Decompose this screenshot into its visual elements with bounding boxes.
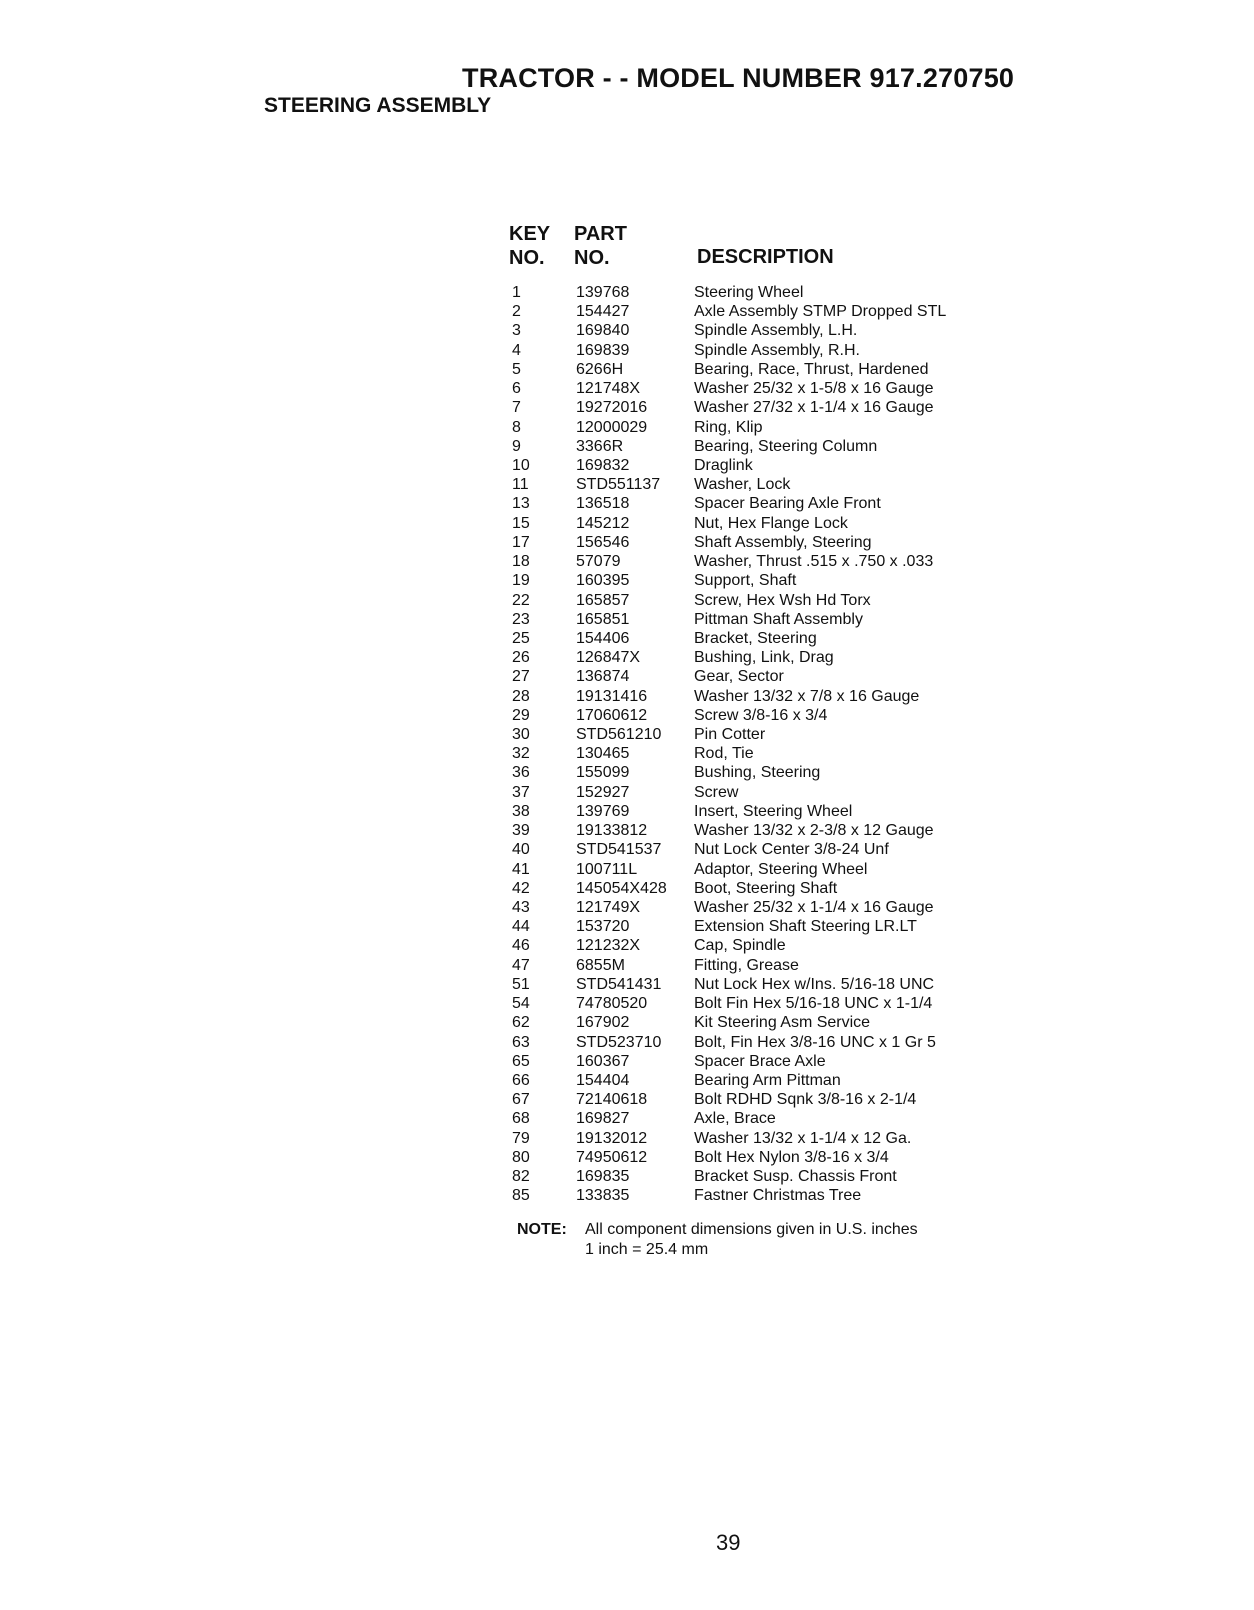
table-row — [510, 860, 1010, 879]
part-no-cell: 169835 — [576, 1168, 630, 1186]
table-row — [510, 514, 1010, 533]
key-no-cell: 25 — [512, 629, 530, 647]
description-cell: Kit Steering Asm Service — [694, 1014, 871, 1032]
key-no-cell: 8 — [512, 418, 521, 436]
key-no-cell: 36 — [512, 764, 530, 782]
key-no-cell: 80 — [512, 1148, 530, 1166]
table-row — [510, 1013, 1010, 1032]
description-cell: Pittman Shaft Assembly — [694, 610, 863, 628]
part-no-cell: 136874 — [576, 668, 630, 686]
description-cell: Washer 25/32 x 1-1/4 x 16 Gauge — [694, 899, 934, 916]
table-row — [510, 879, 1010, 898]
key-no-cell: 5 — [512, 360, 521, 378]
key-no-cell: 43 — [512, 899, 530, 916]
key-no-cell: 44 — [512, 918, 530, 936]
table-row — [510, 1186, 1010, 1205]
part-no-cell: STD541431 — [576, 975, 662, 993]
header-part-line1: PART — [574, 223, 627, 245]
header-part-no — [574, 222, 627, 270]
key-no-cell: 85 — [512, 1187, 530, 1205]
note-label: NOTE: — [517, 1221, 567, 1238]
part-no-cell: 126847X — [576, 649, 641, 667]
description-cell: Bolt RDHD Sqnk 3/8-16 x 2-1/4 — [694, 1091, 917, 1109]
key-no-cell: 65 — [512, 1052, 530, 1070]
part-no-cell: STD523710 — [576, 1033, 662, 1051]
table-row — [510, 1071, 1010, 1090]
key-no-cell: 42 — [512, 879, 530, 897]
table-row — [510, 610, 1010, 629]
part-no-cell: 167902 — [576, 1014, 630, 1032]
key-no-cell: 26 — [512, 649, 530, 667]
key-no-cell: 32 — [512, 745, 530, 763]
header-key-line2: NO. — [509, 247, 545, 269]
part-no-cell: 165857 — [576, 591, 630, 609]
part-no-cell: 139769 — [576, 802, 630, 820]
part-no-cell: 160395 — [576, 572, 630, 590]
description-cell: Nut Lock Hex w/Ins. 5/16-18 UNC — [694, 975, 935, 993]
table-row — [510, 1109, 1010, 1128]
table-row — [510, 802, 1010, 821]
key-no-cell: 6 — [512, 380, 521, 398]
part-no-cell: 100711L — [576, 860, 638, 878]
key-no-cell: 1 — [512, 284, 521, 301]
part-no-cell: 121748X — [576, 380, 641, 398]
table-row — [510, 494, 1010, 513]
description-cell: Washer 27/32 x 1-1/4 x 16 Gauge — [694, 399, 934, 417]
key-no-cell: 18 — [512, 553, 530, 571]
description-cell: Rod, Tie — [694, 745, 754, 763]
page-title: TRACTOR - - MODEL NUMBER 917.270750 — [462, 63, 1015, 93]
description-cell: Pin Cotter — [694, 726, 766, 744]
key-no-cell: 39 — [512, 822, 530, 840]
table-row — [510, 302, 1010, 321]
table-row — [510, 687, 1010, 706]
description-cell: Insert, Steering Wheel — [694, 802, 853, 820]
key-no-cell: 30 — [512, 726, 530, 744]
description-cell: Extension Shaft Steering LR.LT — [694, 918, 917, 936]
part-no-cell: 6266H — [576, 360, 624, 378]
part-no-cell: 19272016 — [576, 399, 648, 417]
note-conversion: 1 inch = 25.4 mm — [585, 1241, 709, 1258]
table-row — [510, 321, 1010, 340]
key-no-cell: 63 — [512, 1033, 530, 1051]
key-no-cell: 79 — [512, 1129, 530, 1147]
table-row — [510, 1148, 1010, 1167]
part-no-cell: 169839 — [576, 341, 630, 359]
description-cell: Spindle Assembly, L.H. — [694, 322, 858, 340]
note-text: All component dimensions given in U.S. inches — [585, 1221, 918, 1238]
description-cell: Axle Assembly STMP Dropped STL — [694, 303, 947, 321]
description-cell: Boot, Steering Shaft — [694, 879, 838, 897]
part-no-cell: STD561210 — [576, 726, 662, 744]
part-no-cell: 155099 — [576, 764, 630, 782]
part-no-cell: 3366R — [576, 437, 624, 455]
key-no-cell: 38 — [512, 802, 530, 820]
part-no-cell: 121232X — [576, 937, 641, 955]
key-no-cell: 68 — [512, 1110, 530, 1128]
description-cell: Washer 13/32 x 1-1/4 x 12 Ga. — [694, 1129, 912, 1147]
table-row — [510, 571, 1010, 590]
key-no-cell: 27 — [512, 668, 530, 686]
key-no-cell: 28 — [512, 687, 530, 705]
table-row — [510, 591, 1010, 610]
key-no-cell: 11 — [512, 476, 529, 494]
key-no-cell: 19 — [512, 572, 530, 590]
part-no-cell: 130465 — [576, 745, 630, 763]
part-no-cell: 160367 — [576, 1052, 630, 1070]
part-no-cell: 19133812 — [576, 822, 648, 840]
table-row — [510, 1052, 1010, 1071]
header-key-line1: KEY — [509, 223, 551, 245]
table-row — [510, 744, 1010, 763]
table-row — [510, 552, 1010, 571]
key-no-cell: 23 — [512, 610, 530, 628]
description-cell: Bolt Fin Hex 5/16-18 UNC x 1-1/4 — [694, 995, 933, 1013]
part-no-cell: 136518 — [576, 495, 630, 513]
part-no-cell: 121749X — [576, 899, 641, 916]
key-no-cell: 67 — [512, 1091, 530, 1109]
description-cell: Bolt, Fin Hex 3/8-16 UNC x 1 Gr 5 — [694, 1033, 936, 1051]
section-title: STEERING ASSEMBLY — [264, 94, 492, 117]
key-no-cell: 62 — [512, 1014, 530, 1032]
key-no-cell: 22 — [512, 591, 530, 609]
key-no-cell: 47 — [512, 956, 530, 974]
description-cell: Spacer Bearing Axle Front — [694, 495, 881, 513]
part-no-cell: 19131416 — [576, 687, 648, 705]
key-no-cell: 82 — [512, 1168, 530, 1186]
part-no-cell: 17060612 — [576, 706, 648, 724]
description-cell: Washer 25/32 x 1-5/8 x 16 Gauge — [694, 380, 934, 398]
key-no-cell: 51 — [512, 975, 530, 993]
key-no-cell: 29 — [512, 706, 530, 724]
description-cell: Bushing, Steering — [694, 764, 821, 782]
part-no-cell: 153720 — [576, 918, 630, 936]
part-no-cell: STD551137 — [576, 476, 661, 494]
page-number: 39 — [716, 1530, 741, 1555]
part-no-cell: 154427 — [576, 303, 630, 321]
description-cell: Steering Wheel — [694, 284, 804, 301]
table-row — [510, 283, 1010, 302]
description-cell: Ring, Klip — [694, 418, 763, 436]
key-no-cell: 66 — [512, 1071, 530, 1089]
table-row — [510, 437, 1010, 456]
table-row — [510, 1033, 1010, 1052]
table-row — [510, 821, 1010, 840]
description-cell: Bearing Arm Pittman — [694, 1071, 841, 1089]
table-row — [510, 379, 1010, 398]
table-row — [510, 763, 1010, 782]
table-row — [510, 1090, 1010, 1109]
part-no-cell: 156546 — [576, 533, 630, 551]
description-cell: Bracket Susp. Chassis Front — [694, 1168, 897, 1186]
table-row — [510, 456, 1010, 475]
description-cell: Nut, Hex Flange Lock — [694, 514, 848, 532]
part-no-cell: 6855M — [576, 956, 625, 974]
table-row — [510, 475, 1010, 494]
part-no-cell: 19132012 — [576, 1129, 648, 1147]
description-cell: Bushing, Link, Drag — [694, 649, 834, 667]
key-no-cell: 7 — [512, 399, 521, 417]
part-no-cell: 74780520 — [576, 995, 648, 1013]
part-no-cell: 169840 — [576, 322, 630, 340]
key-no-cell: 17 — [512, 533, 530, 551]
key-no-cell: 10 — [512, 456, 530, 474]
description-cell: Nut Lock Center 3/8-24 Unf — [694, 841, 889, 859]
table-row — [510, 936, 1010, 955]
table-row — [510, 648, 1010, 667]
description-cell: Gear, Sector — [694, 668, 784, 686]
part-no-cell: 154406 — [576, 629, 630, 647]
description-cell: Bracket, Steering — [694, 629, 817, 647]
description-cell: Screw — [694, 783, 739, 801]
description-cell: Draglink — [694, 456, 753, 474]
table-row — [510, 956, 1010, 975]
description-cell: Screw, Hex Wsh Hd Torx — [694, 591, 871, 609]
table-row — [510, 341, 1010, 360]
header-part-line2: NO. — [574, 247, 610, 269]
key-no-cell: 3 — [512, 322, 521, 340]
table-row — [510, 994, 1010, 1013]
key-no-cell: 40 — [512, 841, 530, 859]
part-no-cell: 152927 — [576, 783, 630, 801]
key-no-cell: 37 — [512, 783, 530, 801]
description-cell: Cap, Spindle — [694, 937, 786, 955]
part-no-cell: 145212 — [576, 514, 630, 532]
key-no-cell: 54 — [512, 995, 530, 1013]
table-row — [510, 1167, 1010, 1186]
description-cell: Bearing, Steering Column — [694, 437, 878, 455]
description-cell: Bearing, Race, Thrust, Hardened — [694, 360, 929, 378]
description-cell: Washer, Lock — [694, 476, 791, 494]
description-cell: Spindle Assembly, R.H. — [694, 341, 860, 359]
table-row — [510, 783, 1010, 802]
part-no-cell: STD541537 — [576, 841, 662, 859]
parts-list — [510, 283, 1010, 1206]
part-no-cell: 154404 — [576, 1071, 630, 1089]
part-no-cell: 145054X428 — [576, 879, 667, 897]
key-no-cell: 13 — [512, 495, 530, 513]
table-row — [510, 975, 1010, 994]
part-no-cell: 169832 — [576, 456, 630, 474]
description-cell: Washer, Thrust .515 x .750 x .033 — [694, 553, 934, 571]
table-row — [510, 725, 1010, 744]
table-row — [510, 917, 1010, 936]
description-cell: Fitting, Grease — [694, 956, 799, 974]
table-row — [510, 898, 1010, 917]
description-cell: Washer 13/32 x 2-3/8 x 12 Gauge — [694, 822, 934, 840]
table-row — [510, 398, 1010, 417]
table-row — [510, 1129, 1010, 1148]
table-row — [510, 360, 1010, 379]
key-no-cell: 15 — [512, 514, 530, 532]
key-no-cell: 46 — [512, 937, 530, 955]
description-cell: Support, Shaft — [694, 572, 797, 590]
table-row — [510, 533, 1010, 552]
key-no-cell: 41 — [512, 860, 530, 878]
key-no-cell: 2 — [512, 303, 521, 321]
description-cell: Spacer Brace Axle — [694, 1052, 826, 1070]
table-row — [510, 418, 1010, 437]
table-row — [510, 840, 1010, 859]
part-no-cell: 74950612 — [576, 1148, 648, 1166]
part-no-cell: 169827 — [576, 1110, 630, 1128]
part-no-cell: 165851 — [576, 610, 630, 628]
description-cell: Screw 3/8-16 x 3/4 — [694, 706, 828, 724]
description-cell: Shaft Assembly, Steering — [694, 533, 872, 551]
description-cell: Axle, Brace — [694, 1110, 776, 1128]
description-cell: Fastner Christmas Tree — [694, 1187, 862, 1205]
description-cell: Adaptor, Steering Wheel — [694, 860, 868, 878]
table-row — [510, 706, 1010, 725]
part-no-cell: 72140618 — [576, 1091, 648, 1109]
header-key-no — [509, 222, 550, 270]
header-description: DESCRIPTION — [697, 246, 834, 268]
description-cell: Washer 13/32 x 7/8 x 16 Gauge — [694, 687, 920, 705]
part-no-cell: 133835 — [576, 1187, 630, 1205]
key-no-cell: 9 — [512, 437, 521, 455]
table-row — [510, 667, 1010, 686]
table-row — [510, 629, 1010, 648]
key-no-cell: 4 — [512, 341, 521, 359]
part-no-cell: 12000029 — [576, 418, 648, 436]
part-no-cell: 139768 — [576, 284, 630, 301]
description-cell: Bolt Hex Nylon 3/8-16 x 3/4 — [694, 1148, 889, 1166]
part-no-cell: 57079 — [576, 553, 621, 571]
